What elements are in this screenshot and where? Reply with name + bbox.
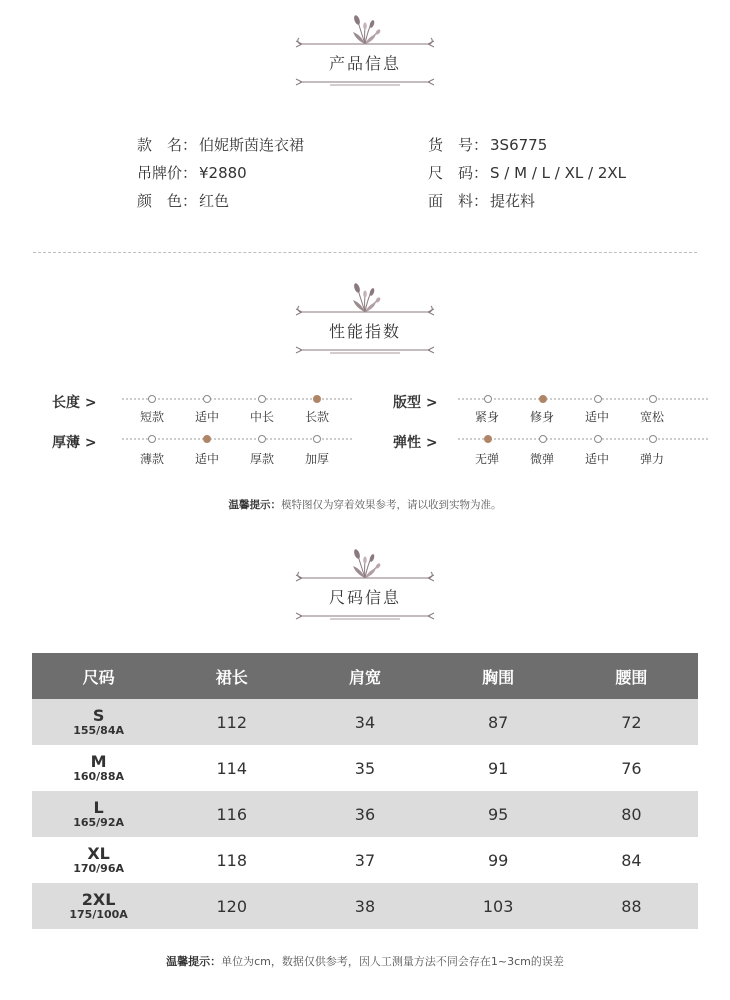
perf-marker	[540, 436, 547, 443]
perf-option: 适中	[584, 410, 609, 424]
perf-option: 无弹	[474, 452, 499, 466]
perf-scale-length	[122, 391, 352, 407]
skirt-length-cell: 112	[165, 699, 298, 745]
size-info-title: 尺码信息	[328, 588, 401, 607]
skirt-length-cell: 114	[165, 745, 298, 791]
size-name: S	[92, 706, 105, 725]
product-info-heading	[0, 14, 730, 94]
product-sizes-label: 尺 码：	[428, 164, 489, 182]
product-price-label: 吊牌价：	[137, 164, 198, 182]
product-fabric-value: 提花料	[490, 192, 536, 210]
header-skirt-length: 裙长	[165, 653, 298, 699]
perf-marker-selected	[485, 436, 492, 443]
product-color-value: 红色	[199, 192, 230, 210]
perf-marker-selected	[314, 396, 321, 403]
size-code: 160/88A	[73, 770, 124, 783]
header-shoulder: 肩宽	[298, 653, 431, 699]
size-cell	[32, 837, 165, 883]
table-row	[32, 837, 698, 883]
perf-scale-elasticity	[458, 431, 708, 447]
shoulder-cell: 35	[298, 745, 431, 791]
perf-label-elasticity: 弹性 >	[393, 435, 438, 451]
perf-option: 宽松	[639, 410, 664, 424]
product-color-row	[137, 190, 229, 211]
waist-cell: 72	[565, 699, 698, 745]
size-code: 175/100A	[69, 908, 128, 921]
table-row	[32, 745, 698, 791]
skirt-length-cell: 116	[165, 791, 298, 837]
size-code: 155/84A	[73, 724, 124, 737]
product-sku-value: 3S6775	[490, 136, 548, 154]
perf-option: 薄款	[139, 452, 164, 466]
perf-option: 适中	[194, 452, 219, 466]
product-price-row	[137, 162, 247, 183]
size-table-header	[32, 653, 698, 699]
size-cell	[32, 883, 165, 929]
bust-cell: 103	[432, 883, 565, 929]
waist-cell: 84	[565, 837, 698, 883]
perf-label-length: 长度 >	[52, 395, 97, 411]
size-cell	[32, 745, 165, 791]
size-tip-label: 温馨提示：	[166, 955, 222, 968]
header-waist: 腰围	[565, 653, 698, 699]
performance-heading	[0, 282, 730, 362]
table-row	[32, 791, 698, 837]
shoulder-cell: 34	[298, 699, 431, 745]
table-row	[32, 883, 698, 929]
perf-option: 修身	[529, 410, 554, 424]
perf-option: 适中	[584, 452, 609, 466]
table-row	[32, 699, 698, 745]
waist-cell: 76	[565, 745, 698, 791]
perf-option: 厚款	[249, 452, 274, 466]
perf-option: 紧身	[474, 410, 499, 424]
section-divider	[33, 252, 697, 253]
size-cell	[32, 791, 165, 837]
size-code: 165/92A	[73, 816, 124, 829]
product-sku-label: 货 号：	[428, 136, 489, 154]
shoulder-cell: 37	[298, 837, 431, 883]
product-fabric-label: 面 料：	[428, 192, 489, 210]
shoulder-cell: 38	[298, 883, 431, 929]
product-price-value: ¥2880	[199, 164, 247, 182]
product-name-row	[137, 134, 304, 155]
size-cell	[32, 699, 165, 745]
bust-cell: 99	[432, 837, 565, 883]
bust-cell: 95	[432, 791, 565, 837]
model-tip-label: 温馨提示：	[228, 499, 281, 511]
perf-marker	[485, 396, 492, 403]
size-tip	[0, 953, 730, 969]
product-fabric-row	[428, 190, 535, 211]
perf-option: 长款	[304, 410, 329, 424]
size-name: L	[93, 798, 104, 817]
size-name: XL	[87, 844, 110, 863]
model-tip-text: 模特图仅为穿着效果参考，请以收到实物为准。	[281, 499, 502, 511]
perf-scale-thickness	[122, 431, 352, 447]
waist-cell: 88	[565, 883, 698, 929]
perf-marker	[314, 436, 321, 443]
perf-marker	[149, 396, 156, 403]
perf-option: 微弹	[529, 452, 554, 466]
size-code: 170/96A	[73, 862, 124, 875]
perf-marker	[595, 396, 602, 403]
product-sizes-value: S / M / L / XL / 2XL	[490, 164, 626, 182]
skirt-length-cell: 120	[165, 883, 298, 929]
perf-option: 短款	[139, 410, 164, 424]
product-name-label: 款 名：	[137, 136, 198, 154]
performance-title: 性能指数	[328, 322, 401, 341]
size-name: 2XL	[81, 890, 116, 909]
perf-label-thickness: 厚薄 >	[52, 435, 97, 451]
size-table	[32, 653, 698, 929]
product-info-title: 产品信息	[328, 54, 401, 73]
size-name: M	[90, 752, 107, 771]
header-bust: 胸围	[432, 653, 565, 699]
bust-cell: 87	[432, 699, 565, 745]
perf-marker	[259, 396, 266, 403]
perf-marker	[595, 436, 602, 443]
skirt-length-cell: 118	[165, 837, 298, 883]
model-tip	[0, 497, 730, 512]
perf-marker	[259, 436, 266, 443]
perf-option: 加厚	[304, 452, 329, 466]
shoulder-cell: 36	[298, 791, 431, 837]
perf-scale-fit	[458, 391, 708, 407]
header-size: 尺码	[32, 653, 165, 699]
perf-marker	[650, 436, 657, 443]
perf-marker-selected	[540, 396, 547, 403]
product-sizes-row	[428, 162, 626, 183]
size-tip-text: 单位为cm，数据仅供参考，因人工测量方法不同会存在1~3cm的误差	[221, 955, 564, 968]
perf-marker-selected	[204, 436, 211, 443]
product-sku-row	[428, 134, 547, 155]
perf-label-fit: 版型 >	[393, 395, 438, 411]
waist-cell: 80	[565, 791, 698, 837]
perf-option: 弹力	[639, 452, 664, 466]
perf-marker	[204, 396, 211, 403]
bust-cell: 91	[432, 745, 565, 791]
perf-option: 适中	[194, 410, 219, 424]
size-info-heading	[0, 548, 730, 628]
perf-marker	[650, 396, 657, 403]
perf-marker	[149, 436, 156, 443]
product-name-value: 伯妮斯茵连衣裙	[199, 136, 305, 154]
perf-option: 中长	[249, 410, 274, 424]
product-color-label: 颜 色：	[137, 192, 198, 210]
